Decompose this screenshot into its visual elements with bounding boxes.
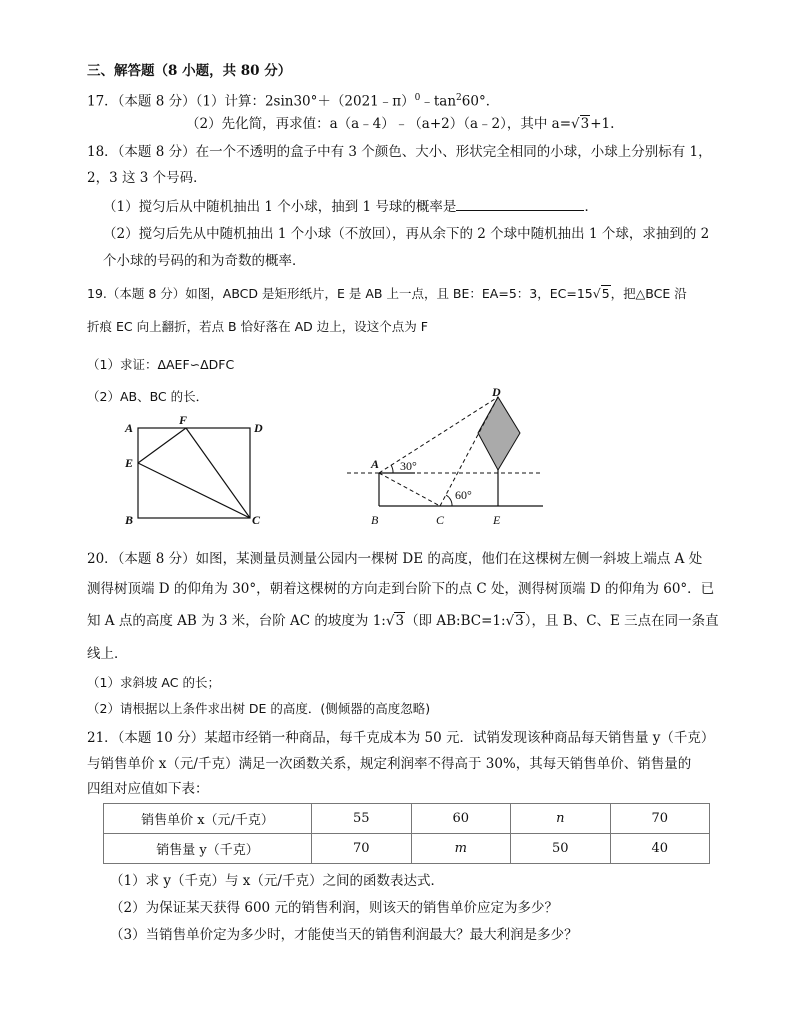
angle-label-30: 30° bbox=[400, 459, 417, 473]
q17-l2-tail: +1. bbox=[590, 116, 615, 132]
q20-line2: 测得树顶端 D 的仰角为 30°，朝着这棵树的方向走到台阶下的点 C 处，测得树顶端 D 的仰角为 60°．已 bbox=[87, 581, 715, 597]
q18-line2: 2，3 这 3 个号码． bbox=[87, 170, 207, 186]
q18-part2-cont: 个小球的号码的和为奇数的概率． bbox=[103, 253, 306, 269]
table-cell: 70 bbox=[312, 834, 412, 864]
q20-rad2: 3 bbox=[515, 613, 524, 629]
sqrt-symbol: √3 bbox=[505, 613, 524, 629]
segment-fc bbox=[186, 428, 250, 518]
label-a: A bbox=[125, 421, 134, 435]
q17-l1-head: 17．（本题 8 分）（1）计算：2sin30°＋（2021﹣π） bbox=[87, 93, 415, 110]
answer-blank bbox=[456, 198, 584, 211]
table-row bbox=[104, 804, 710, 834]
q21-line1: 21．（本题 10 分）某超市经销一种商品，每千克成本为 50 元．试销发现该种商品每天销售量 y（千克） bbox=[87, 730, 715, 746]
table-cell: 55 bbox=[312, 804, 412, 834]
q17-sup2: 2 bbox=[456, 93, 462, 103]
sqrt-symbol: √3 bbox=[571, 116, 590, 132]
q21-part3: （3）当销售单价定为多少时，才能使当天的销售利润最大？最大利润是多少？ bbox=[110, 927, 578, 943]
q20-part1: （1）求斜坡 AC 的长； bbox=[87, 675, 220, 690]
q18-part2: （2）搅匀后先从中随机抽出 1 个小球（不放回），再从余下的 2 个球中随机抽出 1 个球，求抽到的 2 bbox=[103, 226, 710, 242]
label-a: A bbox=[371, 457, 380, 471]
q21-part1: （1）求 y（千克）与 x（元/千克）之间的函数表达式． bbox=[110, 873, 444, 889]
label-b: B bbox=[371, 513, 379, 527]
table-cell: 50 bbox=[511, 834, 611, 864]
table-cell: m bbox=[411, 834, 511, 864]
q18-part1 bbox=[103, 198, 598, 216]
q17-rad: 3 bbox=[580, 116, 590, 132]
q20-part2: （2）请根据以上条件求出树 DE 的高度．(侧倾器的高度忽略) bbox=[87, 701, 431, 716]
q19-line2: 折痕 EC 向上翻折，若点 B 恰好落在 AD 边上，设这个点为 F bbox=[87, 319, 428, 334]
q18-part1-text: （1）搅匀后从中随机抽出 1 个小球，抽到 1 号球的概率是 bbox=[103, 199, 457, 215]
label-d: D bbox=[254, 421, 263, 435]
label-e: E bbox=[125, 456, 134, 470]
q18-line1: 18．（本题 8 分）在一个不透明的盒子中有 3 个颜色、大小、形状完全相同的小球，小球上分别标有 1， bbox=[87, 144, 712, 160]
table-cell: 60 bbox=[411, 804, 511, 834]
q18-part1-end: ． bbox=[584, 199, 598, 215]
q17-line2 bbox=[186, 115, 614, 133]
angle-arc-60 bbox=[446, 495, 452, 506]
q19-figure bbox=[120, 408, 280, 532]
angle-arc-30 bbox=[391, 465, 393, 473]
label-f: F bbox=[179, 413, 188, 427]
q17-line1 bbox=[87, 89, 499, 111]
q20-l3c: ），且 B、C、E 三点在同一条直 bbox=[524, 613, 719, 629]
table-cell: 销售单价 x（元/千克） bbox=[104, 804, 312, 834]
q20-line3 bbox=[87, 612, 719, 630]
q20-l3b: （即 AB:BC=1: bbox=[405, 613, 506, 629]
table-cell: 40 bbox=[610, 834, 710, 864]
segment-ef bbox=[138, 428, 186, 463]
label-b: B bbox=[125, 513, 134, 527]
label-c: C bbox=[252, 513, 261, 527]
q20-line1: 20．（本题 8 分）如图，某测量员测量公园内一棵树 DE 的高度，他们在这棵树左侧一斜坡上端点 A 处 bbox=[87, 551, 703, 567]
table-cell: n bbox=[511, 804, 611, 834]
angle-label-60: 60° bbox=[455, 488, 472, 502]
q21-part2: （2）为保证某天获得 600 元的销售利润，则该天的销售单价应定为多少？ bbox=[110, 900, 558, 916]
label-c: C bbox=[436, 513, 445, 527]
q19-l1b: ，把△BCE 沿 bbox=[610, 286, 687, 301]
q17-l1-mid: ﹣tan bbox=[420, 93, 457, 110]
q20-rad: 3 bbox=[395, 613, 405, 629]
q17-l2-head: （2）先化简，再求值：a（a﹣4）﹣（a+2）（a﹣2），其中 a= bbox=[186, 116, 572, 132]
q19-part2: （2）AB、BC 的长． bbox=[87, 389, 209, 404]
q19-l1a: 19.（本题 8 分）如图，ABCD 是矩形纸片，E 是 AB 上一点，且 BE：EA=5：3，EC=15 bbox=[87, 286, 593, 301]
sqrt-symbol: √5 bbox=[592, 286, 610, 301]
tree-crown bbox=[478, 397, 520, 470]
table-cell: 销售量 y（千克） bbox=[104, 834, 312, 864]
q17-sup0: 0 bbox=[414, 93, 421, 103]
q20-figure bbox=[345, 385, 550, 530]
q19-rad: 5 bbox=[601, 286, 610, 301]
rectangle-abcd bbox=[138, 428, 250, 518]
label-e: E bbox=[493, 513, 501, 527]
section-title: 三、解答题（8 小题，共 80 分） bbox=[87, 63, 292, 79]
q19-line1 bbox=[87, 285, 687, 303]
q20-l3a: 知 A 点的高度 AB 为 3 米，台阶 AC 的坡度为 1: bbox=[87, 613, 386, 629]
label-d: D bbox=[492, 385, 501, 399]
table-row bbox=[104, 834, 710, 864]
q21-table bbox=[103, 803, 710, 864]
q21-line3: 四组对应值如下表： bbox=[87, 781, 209, 797]
q21-line2: 与销售单价 x（元/千克）满足一次函数关系，规定利润率不得高于 30%，其每天销售单价、销售量的 bbox=[87, 756, 692, 772]
q20-line4: 线上． bbox=[87, 646, 128, 662]
segment-ec bbox=[138, 463, 250, 518]
sqrt-symbol: √3 bbox=[385, 613, 405, 629]
q19-part1: （1）求证：ΔAEF∽ΔDFC bbox=[87, 357, 235, 372]
table-cell: 70 bbox=[610, 804, 710, 834]
slope-ac bbox=[379, 473, 440, 506]
q17-l1-tail: 60°． bbox=[461, 93, 500, 110]
